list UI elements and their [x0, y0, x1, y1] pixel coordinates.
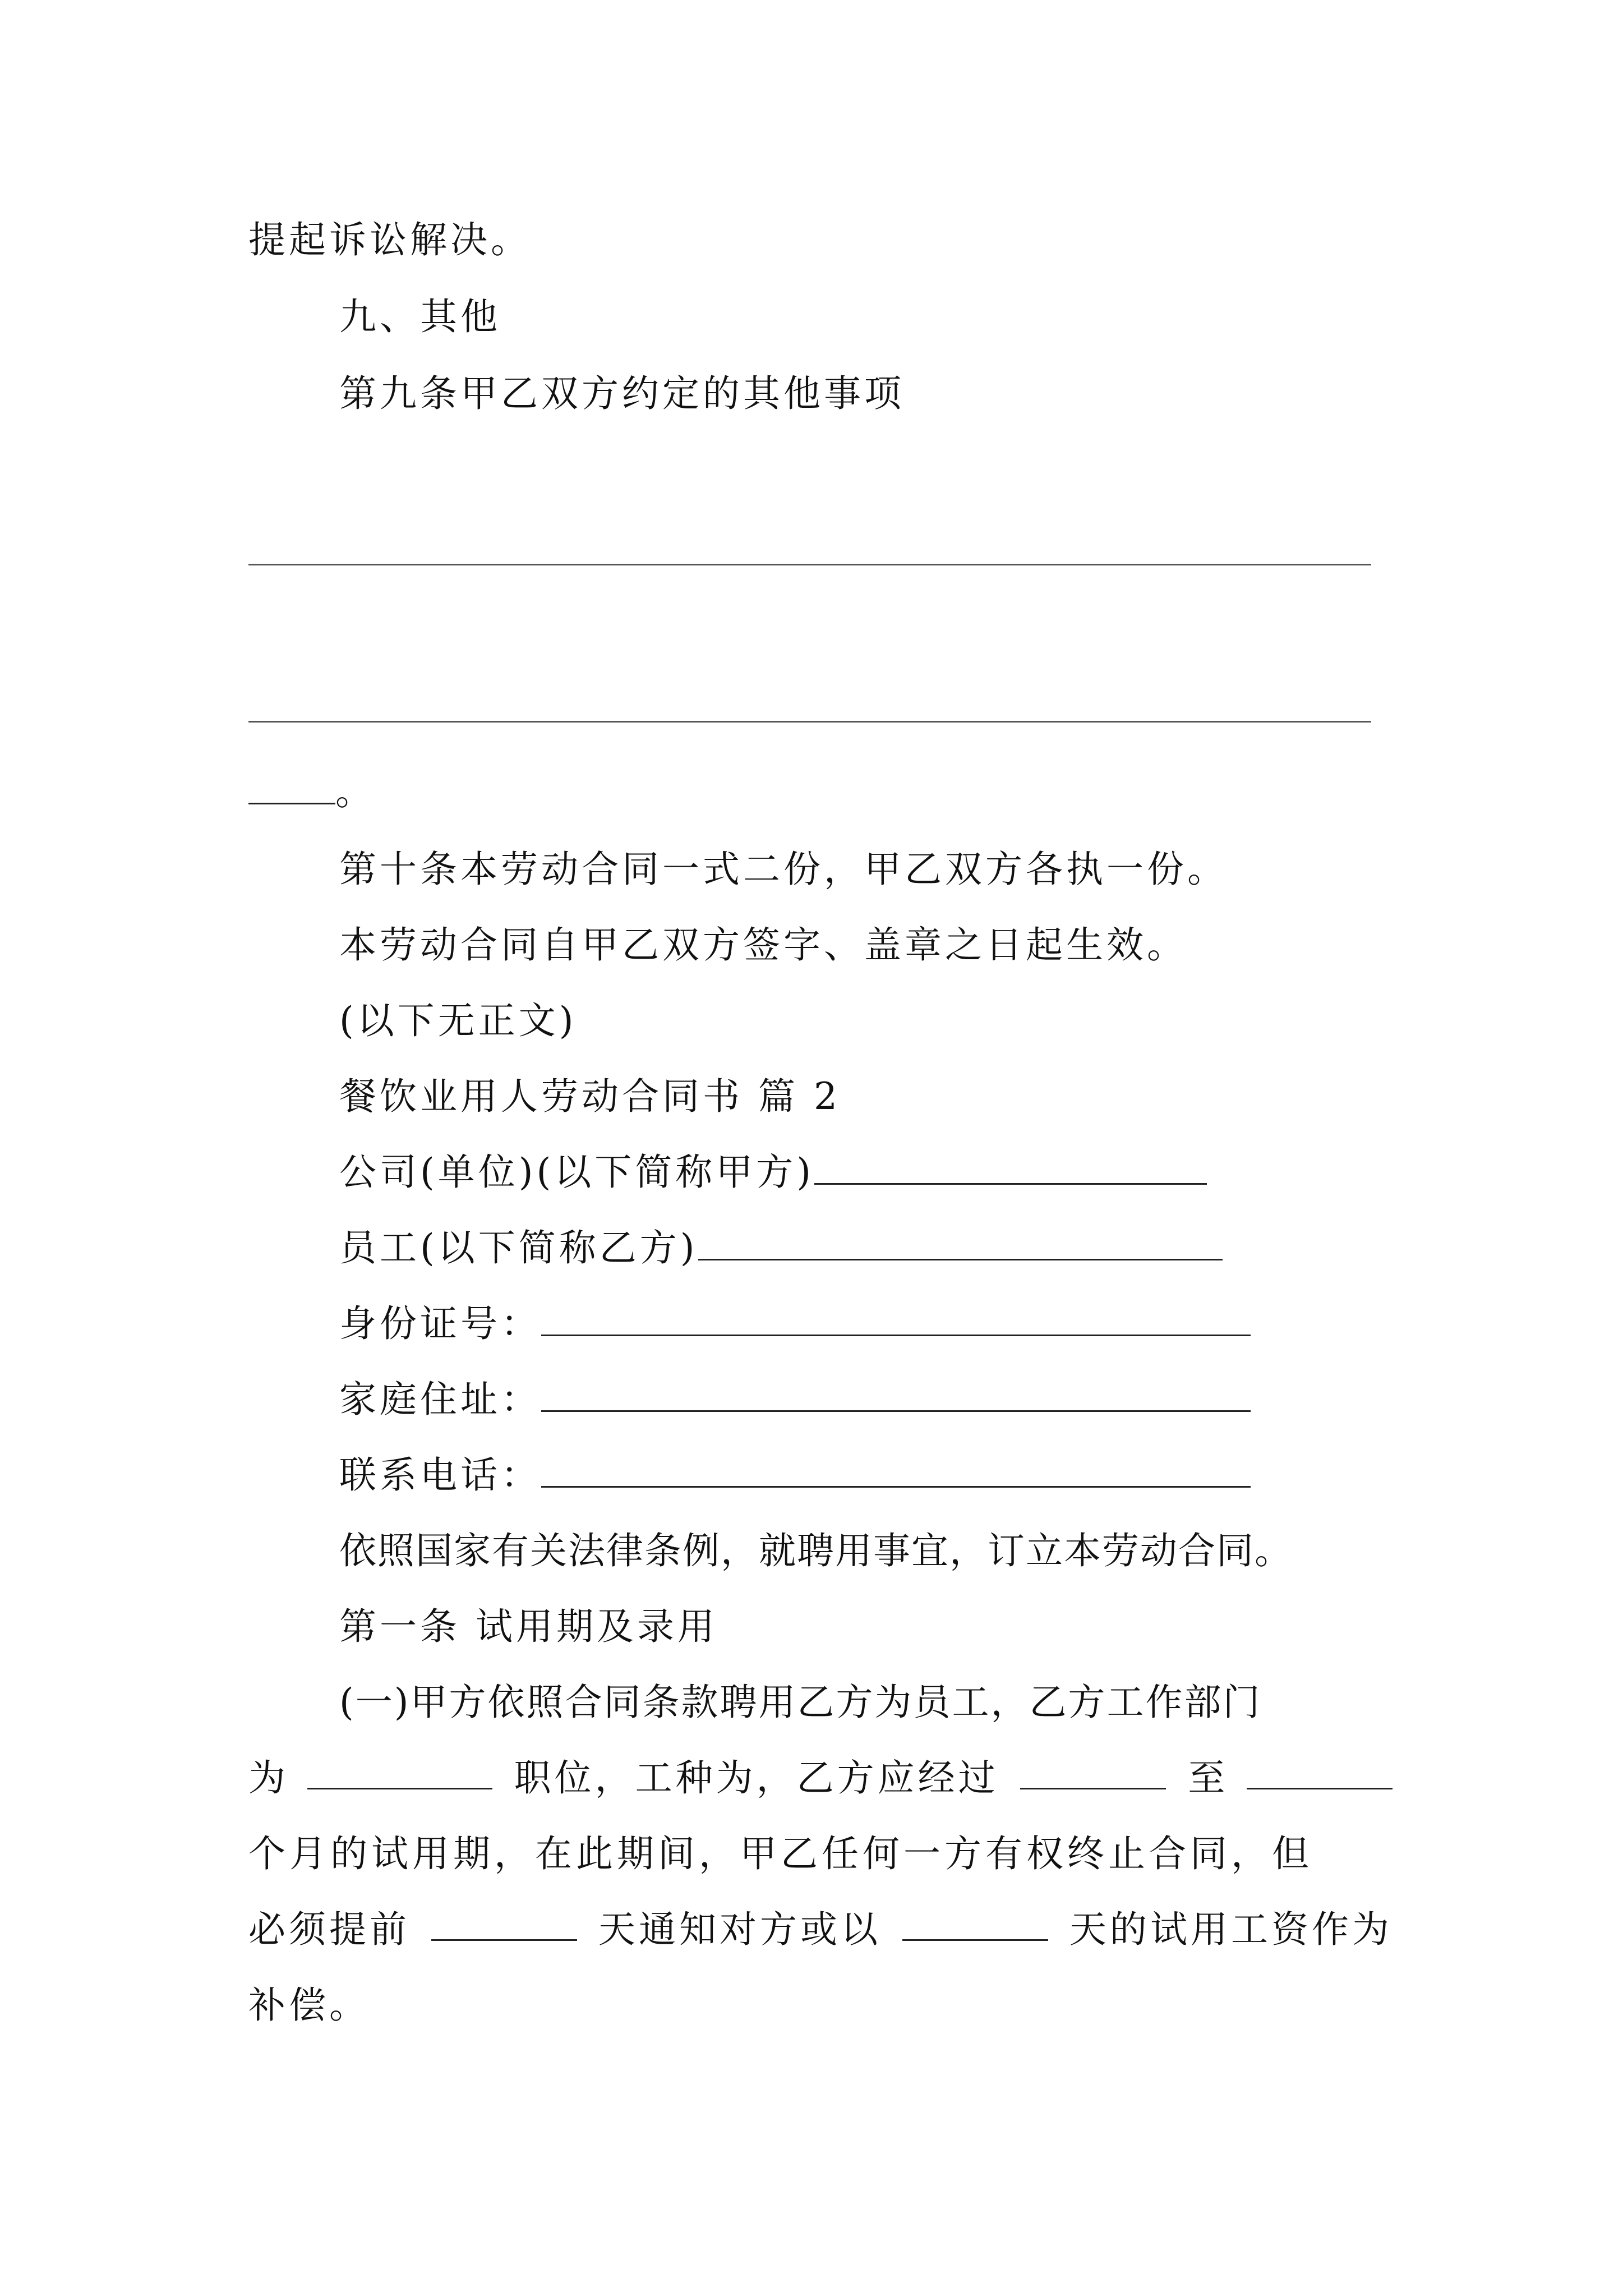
fill-in-blank	[1247, 1753, 1393, 1789]
home-address-field	[339, 1374, 1251, 1425]
paragraph-line: 依照国家有关法律条例，就聘用事宜，订立本劳动合同。	[339, 1529, 1293, 1572]
fill-in-blank	[541, 1451, 1251, 1488]
text-fragment: 为	[248, 1756, 285, 1800]
period-text: 。	[335, 770, 376, 813]
article-text: 第十条本劳动合同一式二份，甲乙双方各执一份。	[339, 848, 1228, 891]
fill-in-blank	[541, 1300, 1251, 1336]
fill-in-blank	[902, 1904, 1048, 1941]
paragraph-line	[248, 1904, 1393, 1955]
fill-in-blank	[541, 1375, 1251, 1412]
fill-in-line	[248, 721, 1371, 723]
article-heading: 第九条甲乙双方约定的其他事项	[339, 372, 905, 415]
party-b-field	[339, 1223, 1223, 1273]
field-label: 员工(以下简称乙方)	[339, 1226, 698, 1269]
field-label: 身份证号：	[339, 1302, 541, 1345]
paragraph-line	[248, 1753, 1393, 1803]
fill-in-blank	[307, 1753, 492, 1789]
contract-title: 餐饮业用人劳动合同书 篇 2	[339, 1075, 841, 1118]
text-fragment: 天的试用工资作为	[1069, 1908, 1393, 1951]
paragraph-line	[248, 767, 376, 817]
fill-in-blank	[698, 1224, 1223, 1260]
paragraph-line: 提起诉讼解决。	[248, 218, 531, 261]
field-label: 家庭住址：	[339, 1378, 541, 1421]
fill-in-blank	[814, 1148, 1207, 1185]
section-heading: 九、其他	[339, 295, 501, 338]
phone-field	[339, 1450, 1251, 1501]
paragraph-line: 补偿。	[248, 1984, 370, 2027]
text-fragment: 必须提前	[248, 1908, 410, 1951]
fill-in-blank	[1020, 1753, 1166, 1789]
field-label: 联系电话：	[339, 1453, 541, 1497]
text-fragment: 至	[1188, 1756, 1225, 1800]
paragraph-line: 本劳动合同自甲乙双方签字、盖章之日起生效。	[339, 923, 1187, 967]
fill-in-blank	[248, 768, 335, 804]
fill-in-blank	[431, 1904, 577, 1941]
field-label: 公司(单位)(以下简称甲方)	[339, 1151, 814, 1194]
fill-in-line	[248, 564, 1371, 565]
paragraph-line: 个月的试用期，在此期间，甲乙任何一方有权终止合同，但	[248, 1832, 1313, 1875]
text-fragment: 职位，工种为，乙方应经过	[514, 1756, 999, 1800]
text-fragment: 天通知对方或以	[598, 1908, 881, 1951]
party-a-field	[339, 1147, 1207, 1198]
id-number-field	[339, 1299, 1251, 1349]
article-heading: 第一条 试用期及录用	[339, 1605, 718, 1648]
paragraph-line: (一)甲方依照合同条款聘用乙方为员工，乙方工作部门	[339, 1681, 1262, 1724]
paragraph-line: (以下无正文)	[339, 999, 577, 1042]
